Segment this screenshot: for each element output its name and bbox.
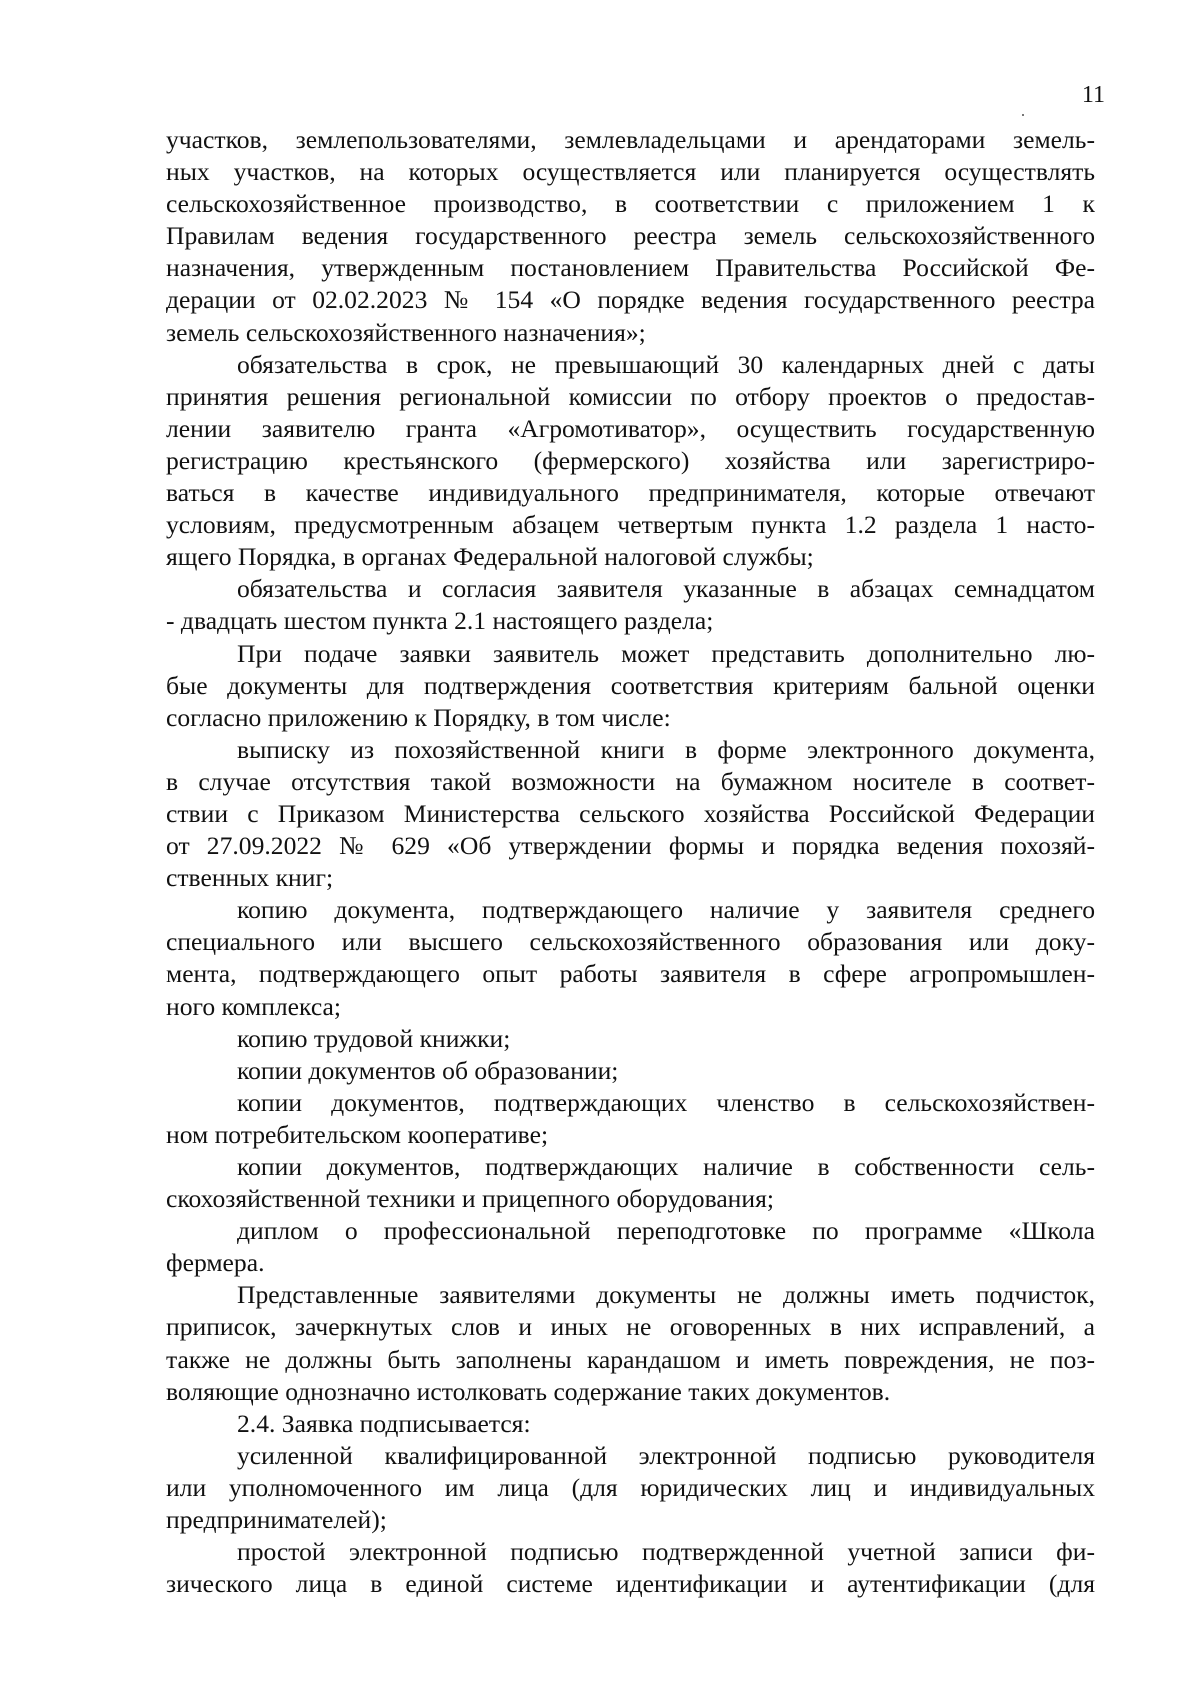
text-line: Правилам ведения государственного реестра земель сельскохозяйственного bbox=[166, 221, 1095, 251]
text-line: сельскохозяйственное производство, в соответствии с приложением 1 к bbox=[166, 189, 1095, 219]
text-line: воляющие однозначно истолковать содержание таких документов. bbox=[166, 1376, 891, 1406]
text-line: назначения, утвержденным постановлением Правительства Российской Фе- bbox=[166, 253, 1095, 283]
text-line: обязательства в срок, не превышающий 30 календарных дней с даты bbox=[237, 349, 1095, 379]
text-line: фермера. bbox=[166, 1248, 265, 1278]
text-line: приписок, зачеркнутых слов и иных не оговоренных в них исправлений, а bbox=[166, 1312, 1095, 1342]
text-line: - двадцать шестом пункта 2.1 настоящего раздела; bbox=[166, 606, 714, 636]
text-line: 2.4. Заявка подписывается: bbox=[237, 1408, 531, 1438]
text-line: ваться в качестве индивидуального предпринимателя, которые отвечают bbox=[166, 478, 1095, 508]
text-line: ном потребительском кооперативе; bbox=[166, 1119, 549, 1149]
text-line: или уполномоченного им лица (для юридических лиц и индивидуальных bbox=[166, 1472, 1095, 1502]
text-line: бые документы для подтверждения соответствия критериям бальной оценки bbox=[166, 670, 1095, 700]
text-line: копию трудовой книжки; bbox=[237, 1023, 511, 1053]
text-line: мента, подтверждающего опыт работы заявителя в сфере агропромышлен- bbox=[166, 959, 1095, 989]
text-line: участков, землепользователями, землевладельцами и арендаторами земель- bbox=[166, 125, 1095, 154]
document-body bbox=[166, 124, 1095, 1600]
text-line: специального или высшего сельскохозяйственного образования или доку- bbox=[166, 927, 1095, 957]
text-line: принятия решения региональной комиссии по отбору проектов о предостав- bbox=[166, 381, 1095, 411]
text-line: простой электронной подписью подтвержденной учетной записи фи- bbox=[237, 1537, 1095, 1567]
text-line: При подаче заявки заявитель может представить дополнительно лю- bbox=[237, 638, 1095, 668]
text-line: Представленные заявителями документы не должны иметь подчисток, bbox=[237, 1280, 1095, 1310]
text-line: ного комплекса; bbox=[166, 991, 341, 1021]
text-line: зического лица в единой системе идентификации и аутентификации (для bbox=[166, 1569, 1095, 1599]
text-line: регистрацию крестьянского (фермерского) хозяйства или зарегистриро- bbox=[166, 445, 1095, 475]
text-line: ствии с Приказом Министерства сельского хозяйства Российской Федерации bbox=[166, 798, 1095, 828]
text-line: земель сельскохозяйственного назначения»; bbox=[166, 317, 646, 347]
page-number: 11 bbox=[1081, 82, 1105, 108]
text-line: выписку из похозяйственной книги в форме электронного документа, bbox=[237, 734, 1095, 764]
scan-speck bbox=[1022, 114, 1024, 116]
text-line: ящего Порядка, в органах Федеральной налоговой службы; bbox=[166, 542, 814, 572]
text-line: копии документов, подтверждающих наличие в собственности сель- bbox=[237, 1152, 1095, 1181]
text-line: лении заявителю гранта «Агромотиватор», осуществить государственную bbox=[166, 413, 1095, 443]
text-line: скохозяйственной техники и прицепного оборудования; bbox=[166, 1184, 774, 1214]
text-line: копии документов об образовании; bbox=[237, 1055, 619, 1085]
text-line: диплом о профессиональной переподготовке по программе «Школа bbox=[237, 1216, 1095, 1246]
text-line: условиям, предусмотренным абзацем четвертым пункта 1.2 раздела 1 насто- bbox=[166, 510, 1095, 540]
text-line: копию документа, подтверждающего наличие у заявителя среднего bbox=[237, 895, 1095, 925]
text-line: также не должны быть заполнены карандашом и иметь повреждения, не поз- bbox=[166, 1344, 1095, 1374]
text-line: ственных книг; bbox=[166, 863, 334, 893]
text-line: в случае отсутствия такой возможности на бумажном носителе в соответ- bbox=[166, 766, 1095, 796]
text-line: обязательства и согласия заявителя указанные в абзацах семнадцатом bbox=[237, 574, 1095, 604]
text-line: согласно приложению к Порядку, в том числе: bbox=[166, 702, 671, 732]
text-line: ных участков, на которых осуществляется или планируется осуществлять bbox=[166, 157, 1095, 187]
text-line: усиленной квалифицированной электронной подписью руководителя bbox=[237, 1440, 1095, 1470]
text-line: предпринимателей); bbox=[166, 1505, 387, 1535]
text-line: дерации от 02.02.2023 № 154 «О порядке ведения государственного реестра bbox=[166, 285, 1095, 315]
text-line: копии документов, подтверждающих членство в сельскохозяйствен- bbox=[237, 1087, 1095, 1117]
text-line: от 27.09.2022 № 629 «Об утверждении формы и порядка ведения похозяй- bbox=[166, 831, 1095, 861]
